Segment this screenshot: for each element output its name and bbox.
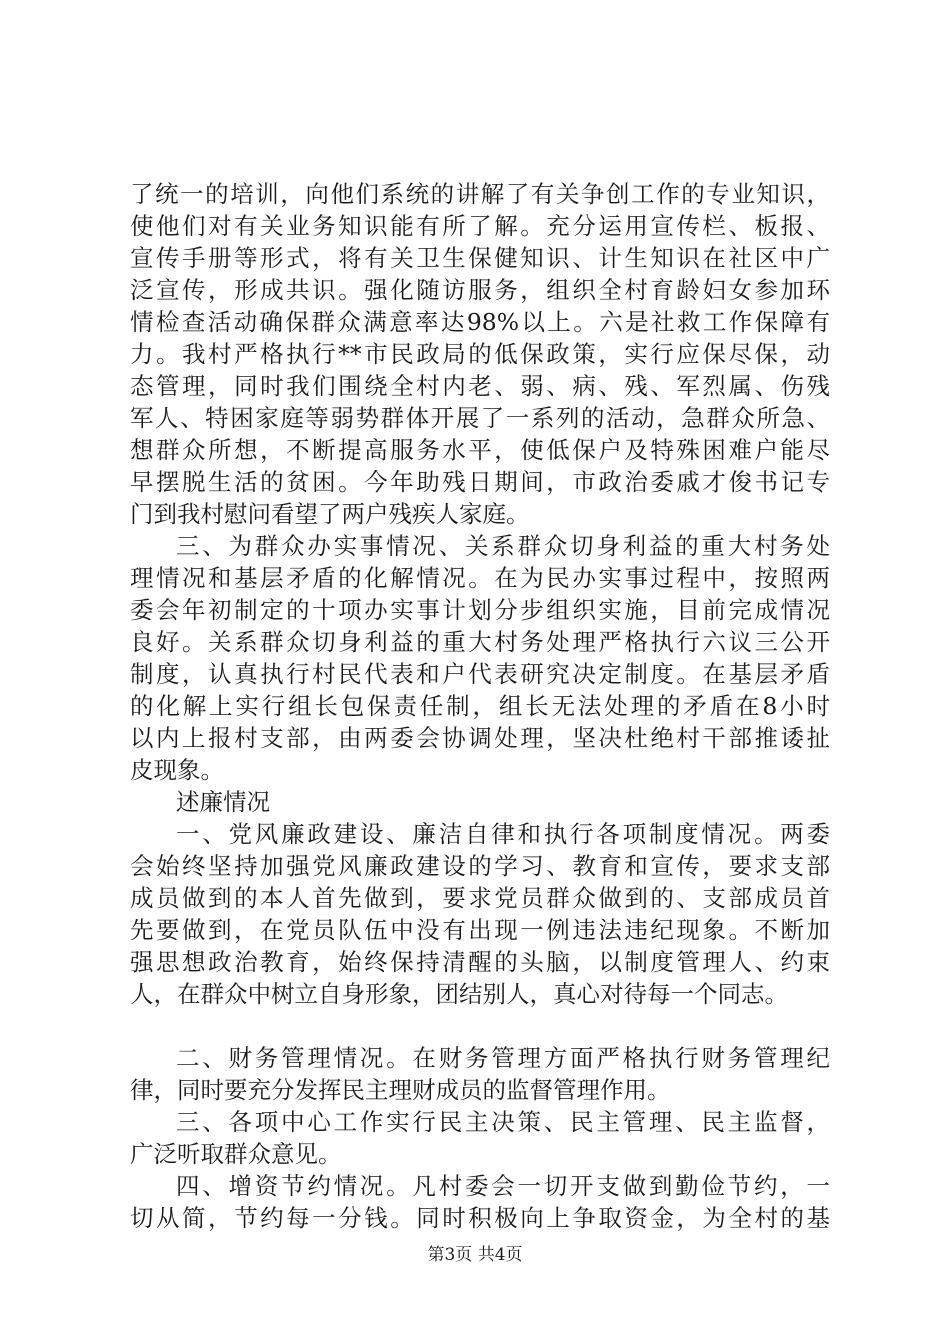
paragraph-start: 二、财务管理情况。在财务管理方面严格执行财务管理纪 [176, 1044, 830, 1072]
text-line: 先要做到，在党员队伍中没有出现一例违法违纪现象。不断加 [130, 916, 830, 944]
text-line: 人，在群众中树立自身形象，团结别人，真心对待每一个同志。 [130, 980, 788, 1008]
text-line: 切从简，节约每一分钱。同时积极向上争取资金，为全村的基 [130, 1204, 830, 1232]
section-heading: 述廉情况 [176, 788, 270, 816]
text-line: 军人、特困家庭等弱势群体开展了一系列的活动，急群众所急、 [130, 404, 830, 432]
text-line: 理情况和基层矛盾的化解情况。在为民办实事过程中，按照两 [130, 564, 830, 592]
text-line: 的化解上实行组长包保责任制，组长无法处理的矛盾在8小时 [130, 692, 830, 720]
text-line: 广泛听取群众意见。 [130, 1140, 342, 1168]
text-line: 了统一的培训，向他们系统的讲解了有关争创工作的专业知识， [130, 180, 830, 208]
text-line: 皮现象。 [130, 756, 224, 784]
text-line: 泛宣传，形成共识。强化随访服务，组织全村育龄妇女参加环 [130, 276, 830, 304]
text-line: 情检查活动确保群众满意率达98%以上。六是社救工作保障有 [130, 308, 830, 336]
text-line: 早摆脱生活的贫困。今年助残日期间，市政治委戚才俊书记专 [130, 468, 830, 496]
text-line: 宣传手册等形式，将有关卫生保健知识、计生知识在社区中广 [130, 244, 830, 272]
text-line: 想群众所想，不断提高服务水平，使低保户及特殊困难户能尽 [130, 436, 830, 464]
paragraph-start: 三、各项中心工作实行民主决策、民主管理、民主监督， [176, 1108, 830, 1136]
text-line: 以内上报村支部，由两委会协调处理，坚决杜绝村干部推诿扯 [130, 724, 830, 752]
text-line: 强思想政治教育，始终保持清醒的头脑，以制度管理人、约束 [130, 948, 830, 976]
text-line: 门到我村慰问看望了两户残疾人家庭。 [130, 500, 530, 528]
paragraph-start: 四、增资节约情况。凡村委会一切开支做到勤俭节约，一 [176, 1172, 830, 1200]
text-line: 会始终坚持加强党风廉政建设的学习、教育和宣传，要求支部 [130, 852, 830, 880]
page-number-footer: 第3页 共4页 [427, 1245, 523, 1265]
text-line: 成员做到的本人首先做到，要求党员群众做到的、支部成员首 [130, 884, 830, 912]
text-line: 委会年初制定的十项办实事计划分步组织实施，目前完成情况 [130, 596, 830, 624]
text-line: 律，同时要充分发挥民主理财成员的监督管理作用。 [130, 1076, 671, 1104]
paragraph-start: 一、党风廉政建设、廉洁自律和执行各项制度情况。两委 [176, 820, 830, 848]
text-line: 良好。关系群众切身利益的重大村务处理严格执行六议三公开 [130, 628, 830, 656]
text-line: 力。我村严格执行**市民政局的低保政策，实行应保尽保，动 [130, 340, 830, 368]
text-line: 制度，认真执行村民代表和户代表研究决定制度。在基层矛盾 [130, 660, 830, 688]
paragraph-start: 三、为群众办实事情况、关系群众切身利益的重大村务处 [176, 532, 830, 560]
text-line: 使他们对有关业务知识能有所了解。充分运用宣传栏、板报、 [130, 212, 830, 240]
text-line: 态管理，同时我们围绕全村内老、弱、病、残、军烈属、伤残 [130, 372, 830, 400]
